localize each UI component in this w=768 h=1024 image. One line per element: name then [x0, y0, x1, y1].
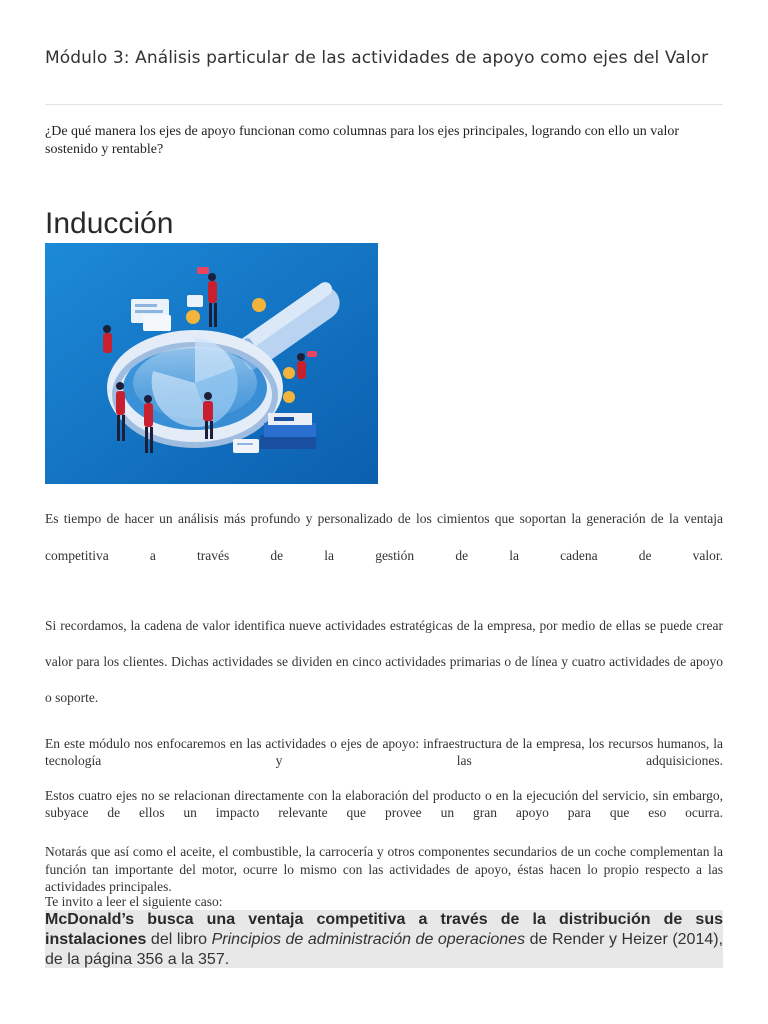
- case-source-prefix: del libro: [146, 931, 212, 948]
- paragraph-impact: Estos cuatro ejes no se relacionan directamente con la elaboración del producto o en la ejecución del servicio, sin embargo, subyace de ellos un impacto relevante que provee un gran apoyo para que eso ocurra.: [45, 788, 723, 820]
- hero-illustration: [45, 243, 378, 484]
- case-book-title: Principios de administración de operaciones: [211, 931, 526, 948]
- divider: [45, 104, 723, 105]
- paragraph-support-axes: En este módulo nos enfocaremos en las actividades o ejes de apoyo: infraestructura de la empresa, los recursos humanos, la tecnología y las adquisiciones.: [45, 736, 723, 768]
- case-callout: [45, 910, 723, 970]
- guiding-question: ¿De qué manera los ejes de apoyo funcionan como columnas para los ejes principales, logrando con ello un valor sostenido y rentable?: [45, 124, 680, 157]
- case-source-suffix: de Render y Heizer (2014), de la página 356 a la 357.: [45, 931, 724, 968]
- module-title: Módulo 3: Análisis particular de las actividades de apoyo como ejes del Valor: [45, 48, 709, 68]
- paragraph-invitation: Te invito a leer el siguiente caso:: [45, 894, 223, 909]
- paragraph-value-chain: Si recordamos, la cadena de valor identifica nueve actividades estratégicas de la empresa, por medio de ellas se puede crear valor para los clientes. Dichas actividades se dividen en cinco actividades primarias o de línea y cuatro actividades de apoyo o soporte.: [45, 618, 723, 705]
- section-heading: Inducción: [45, 207, 174, 240]
- paragraph-intro: Es tiempo de hacer un análisis más profundo y personalizado de los cimientos que soportan la generación de la ventaja competitiva a través de la gestión de la cadena de valor.: [45, 511, 723, 563]
- value-chain-analysis-illustration-icon: [45, 243, 378, 484]
- case-title: McDonald’s busca una ventaja competitiva a través de la distribución de sus instalaciones: [45, 911, 723, 948]
- paragraph-analogy: Notarás que así como el aceite, el combustible, la carrocería y otros componentes secundarios de un coche complementan la función tan importante del motor, ocurre lo mismo con las actividades de apoyo, éstas hacen lo propio respecto a las actividades principales.: [45, 844, 723, 894]
